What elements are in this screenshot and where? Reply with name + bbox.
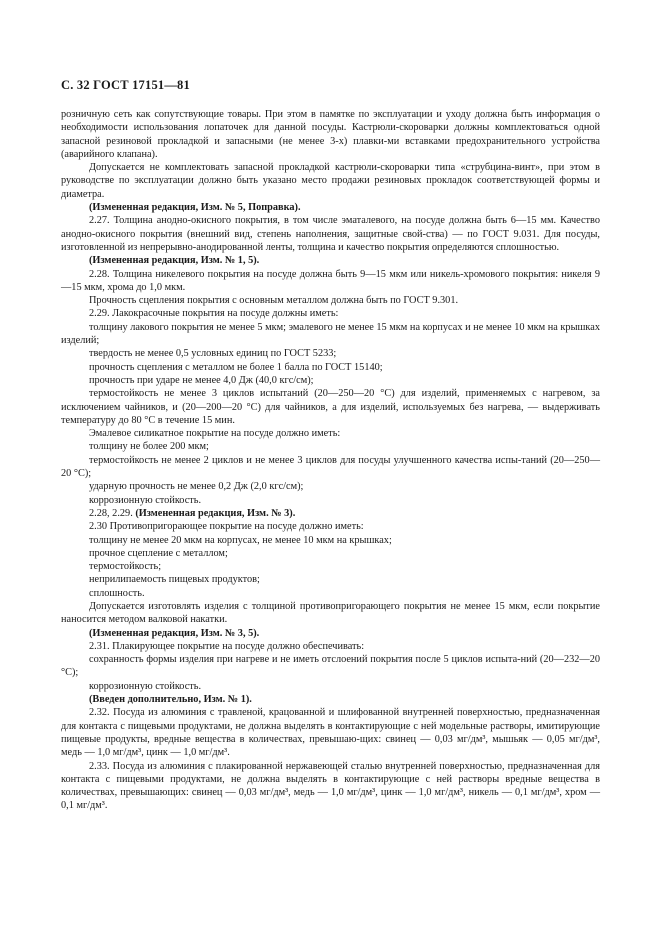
paragraph	[61, 161, 600, 201]
paragraph	[61, 587, 600, 600]
paragraph	[61, 494, 600, 507]
paragraph-text: (Измененная редакция, Изм. № 5, Поправка).	[89, 202, 301, 214]
paragraph-text: 2.30 Противопригорающее покрытие на посуде должно иметь:	[89, 521, 364, 533]
amendment-note-inline: (Измененная редакция, Изм. № 3).	[135, 507, 296, 519]
paragraph-text: 2.31. Плакирующее покрытие на посуде должно обеспечивать:	[89, 640, 365, 652]
paragraph-text: 2.29. Лакокрасочные покрытия на посуде должны иметь:	[89, 308, 339, 320]
paragraph	[61, 547, 600, 560]
paragraph	[61, 268, 600, 295]
paragraph-text: термостойкость;	[89, 561, 162, 573]
paragraph-text: коррозионную стойкость.	[89, 494, 202, 506]
paragraph	[61, 321, 600, 348]
paragraph	[61, 427, 600, 440]
paragraph	[61, 454, 600, 481]
paragraph-text: сплошность.	[89, 587, 145, 599]
paragraph-text: Допускается изготовлять изделия с толщиной противопригорающего покрытия не менее 15 мкм, если покрытие наносится методом валковой накатки.	[61, 600, 600, 626]
paragraph-text: 2.32. Посуда из алюминия с травленой, крацованной и шлифованной внутренней поверхностью, предназначенная для контакта с пищевыми продуктами, не должна выделять в контактирующие с ней модельные растворы, имитирующие пищевые продукты, вредные вещества в количествах, превышаю-щих: свинец — 0,03 мг/дм³, мышьяк — 0,05 мг/дм³, медь — 1,0 мг/дм³, цинк — 1,0 мг/дм³.	[61, 707, 600, 759]
paragraph-text: коррозионную стойкость.	[89, 680, 202, 692]
paragraph-text: толщину не менее 20 мкм на корпусах, не менее 10 мкм на крышках;	[89, 534, 392, 546]
paragraph	[61, 307, 600, 320]
paragraph-text: прочность при ударе не менее 4,0 Дж (40,0 кгс/см);	[89, 374, 314, 386]
paragraph-text: розничную сеть как сопутствующие товары. При этом в памятке по эксплуатации и уходу должна быть информация о необходимости использования лопаточек для данной посуды. Кастрюли-скороварки должны комплектоваться одной запасной резиновой прокладкой и запасными (не менее 3-х) плавки-ми вставками предохранительного устройства (аварийного клапана).	[61, 109, 600, 160]
paragraph-text: толщину не более 200 мкм;	[89, 441, 209, 453]
paragraph	[61, 214, 600, 254]
paragraph-text: термостойкость не менее 3 циклов испытаний (20—250—20 °С) для изделий, применяемых с нагревом, за исключением чайников, и (20—200—20 °С) для чайников, а для изделий, используемых без нагрева, — выдерживать температуру до 80 °С в течение 15 мин.	[61, 388, 600, 426]
paragraph-text: Прочность сцепления покрытия с основным металлом должна быть по ГОСТ 9.301.	[89, 295, 459, 307]
paragraph-text: 2.33. Посуда из алюминия с плакированной нержавеющей сталью внутренней поверхностью, предназначенная для контакта с пищевыми продуктами, не должна выделять в контактирующие с ней растворы вредные вещества в количествах, превышающих: свинец — 0,03 мг/дм³, медь — 1,0 мг/дм³, цинк — 1,0 мг/дм³, никель — 0,1 мг/дм³, хром — 0,1 мг/дм³.	[61, 760, 600, 812]
paragraph	[61, 534, 600, 547]
paragraph-text: прочное сцепление с металлом;	[89, 547, 228, 559]
paragraph-text: толщину лакового покрытия не менее 5 мкм; эмалевого не менее 15 мкм на корпусах и не менее 10 мкм на крышках изделий;	[61, 321, 600, 347]
paragraph	[61, 347, 600, 360]
paragraph-text: Допускается не комплектовать запасной прокладкой кастрюли-скороварки типа «струбцина-винт», при этом в руководстве по эксплуатации должно быть указано место продажи резиновых прокладок соответствующей формы и диаметра.	[61, 162, 600, 200]
paragraph	[61, 440, 600, 453]
paragraph	[61, 600, 600, 627]
paragraph	[61, 387, 600, 427]
paragraph	[61, 573, 600, 586]
paragraph	[61, 760, 600, 813]
paragraph	[61, 294, 600, 307]
document-body	[61, 108, 600, 813]
paragraph-text: термостойкость не менее 2 циклов и не менее 3 циклов для посуды улучшенного качества испы-таний (20—250—20 °С);	[61, 454, 600, 480]
paragraph-text: (Измененная редакция, Изм. № 1, 5).	[89, 255, 260, 267]
paragraph	[61, 640, 600, 653]
page-header: С. 32 ГОСТ 17151—81	[61, 78, 190, 92]
paragraph-text: 2.27. Толщина анодно-окисного покрытия, в том числе эматалевого, на посуде должна быть 6—15 мм. Качество анодно-окисного покрытия (внешний вид, степень наполнения, защитные свой-ства) — по ГОСТ 9.031. Для посуды, изготовленной из непрерывно-анодированной ленты, толщина и качество покрытия определяются сплошностью.	[61, 215, 600, 253]
paragraph-text: 2.28. Толщина никелевого покрытия на посуде должна быть 9—15 мкм или никель-хромового покрытия: никеля 9—15 мкм, хрома до 1,0 мкм.	[61, 268, 600, 293]
paragraph	[61, 680, 600, 693]
amendment-note	[61, 254, 600, 267]
paragraph-text: (Измененная редакция, Изм. № 3, 5).	[89, 627, 260, 639]
paragraph-text: твердость не менее 0,5 условных единиц по ГОСТ 5233;	[89, 348, 337, 360]
amendment-note	[61, 201, 600, 214]
paragraph	[61, 361, 600, 374]
paragraph-text: ударную прочность не менее 0,2 Дж (2,0 кгс/см);	[89, 481, 304, 493]
paragraph-text: неприлипаемость пищевых продуктов;	[89, 574, 260, 586]
paragraph	[61, 108, 600, 161]
paragraph	[61, 560, 600, 573]
paragraph-text: Эмалевое силикатное покрытие на посуде должно иметь:	[89, 428, 341, 440]
paragraph	[61, 374, 600, 387]
paragraph	[61, 520, 600, 533]
paragraph-text: 2.28, 2.29.	[89, 507, 133, 519]
amendment-note	[61, 627, 600, 640]
paragraph-text: сохранность формы изделия при нагреве и не иметь отслоений покрытия после 5 циклов испыта-ний (20—232—20 °С);	[61, 654, 600, 679]
paragraph	[61, 653, 600, 680]
amendment-note	[61, 693, 600, 706]
paragraph-text: прочность сцепления с металлом не более 1 балла по ГОСТ 15140;	[89, 361, 383, 373]
paragraph	[61, 706, 600, 759]
paragraph	[61, 507, 600, 520]
paragraph	[61, 480, 600, 493]
paragraph-text: (Введен дополнительно, Изм. № 1).	[89, 694, 252, 706]
